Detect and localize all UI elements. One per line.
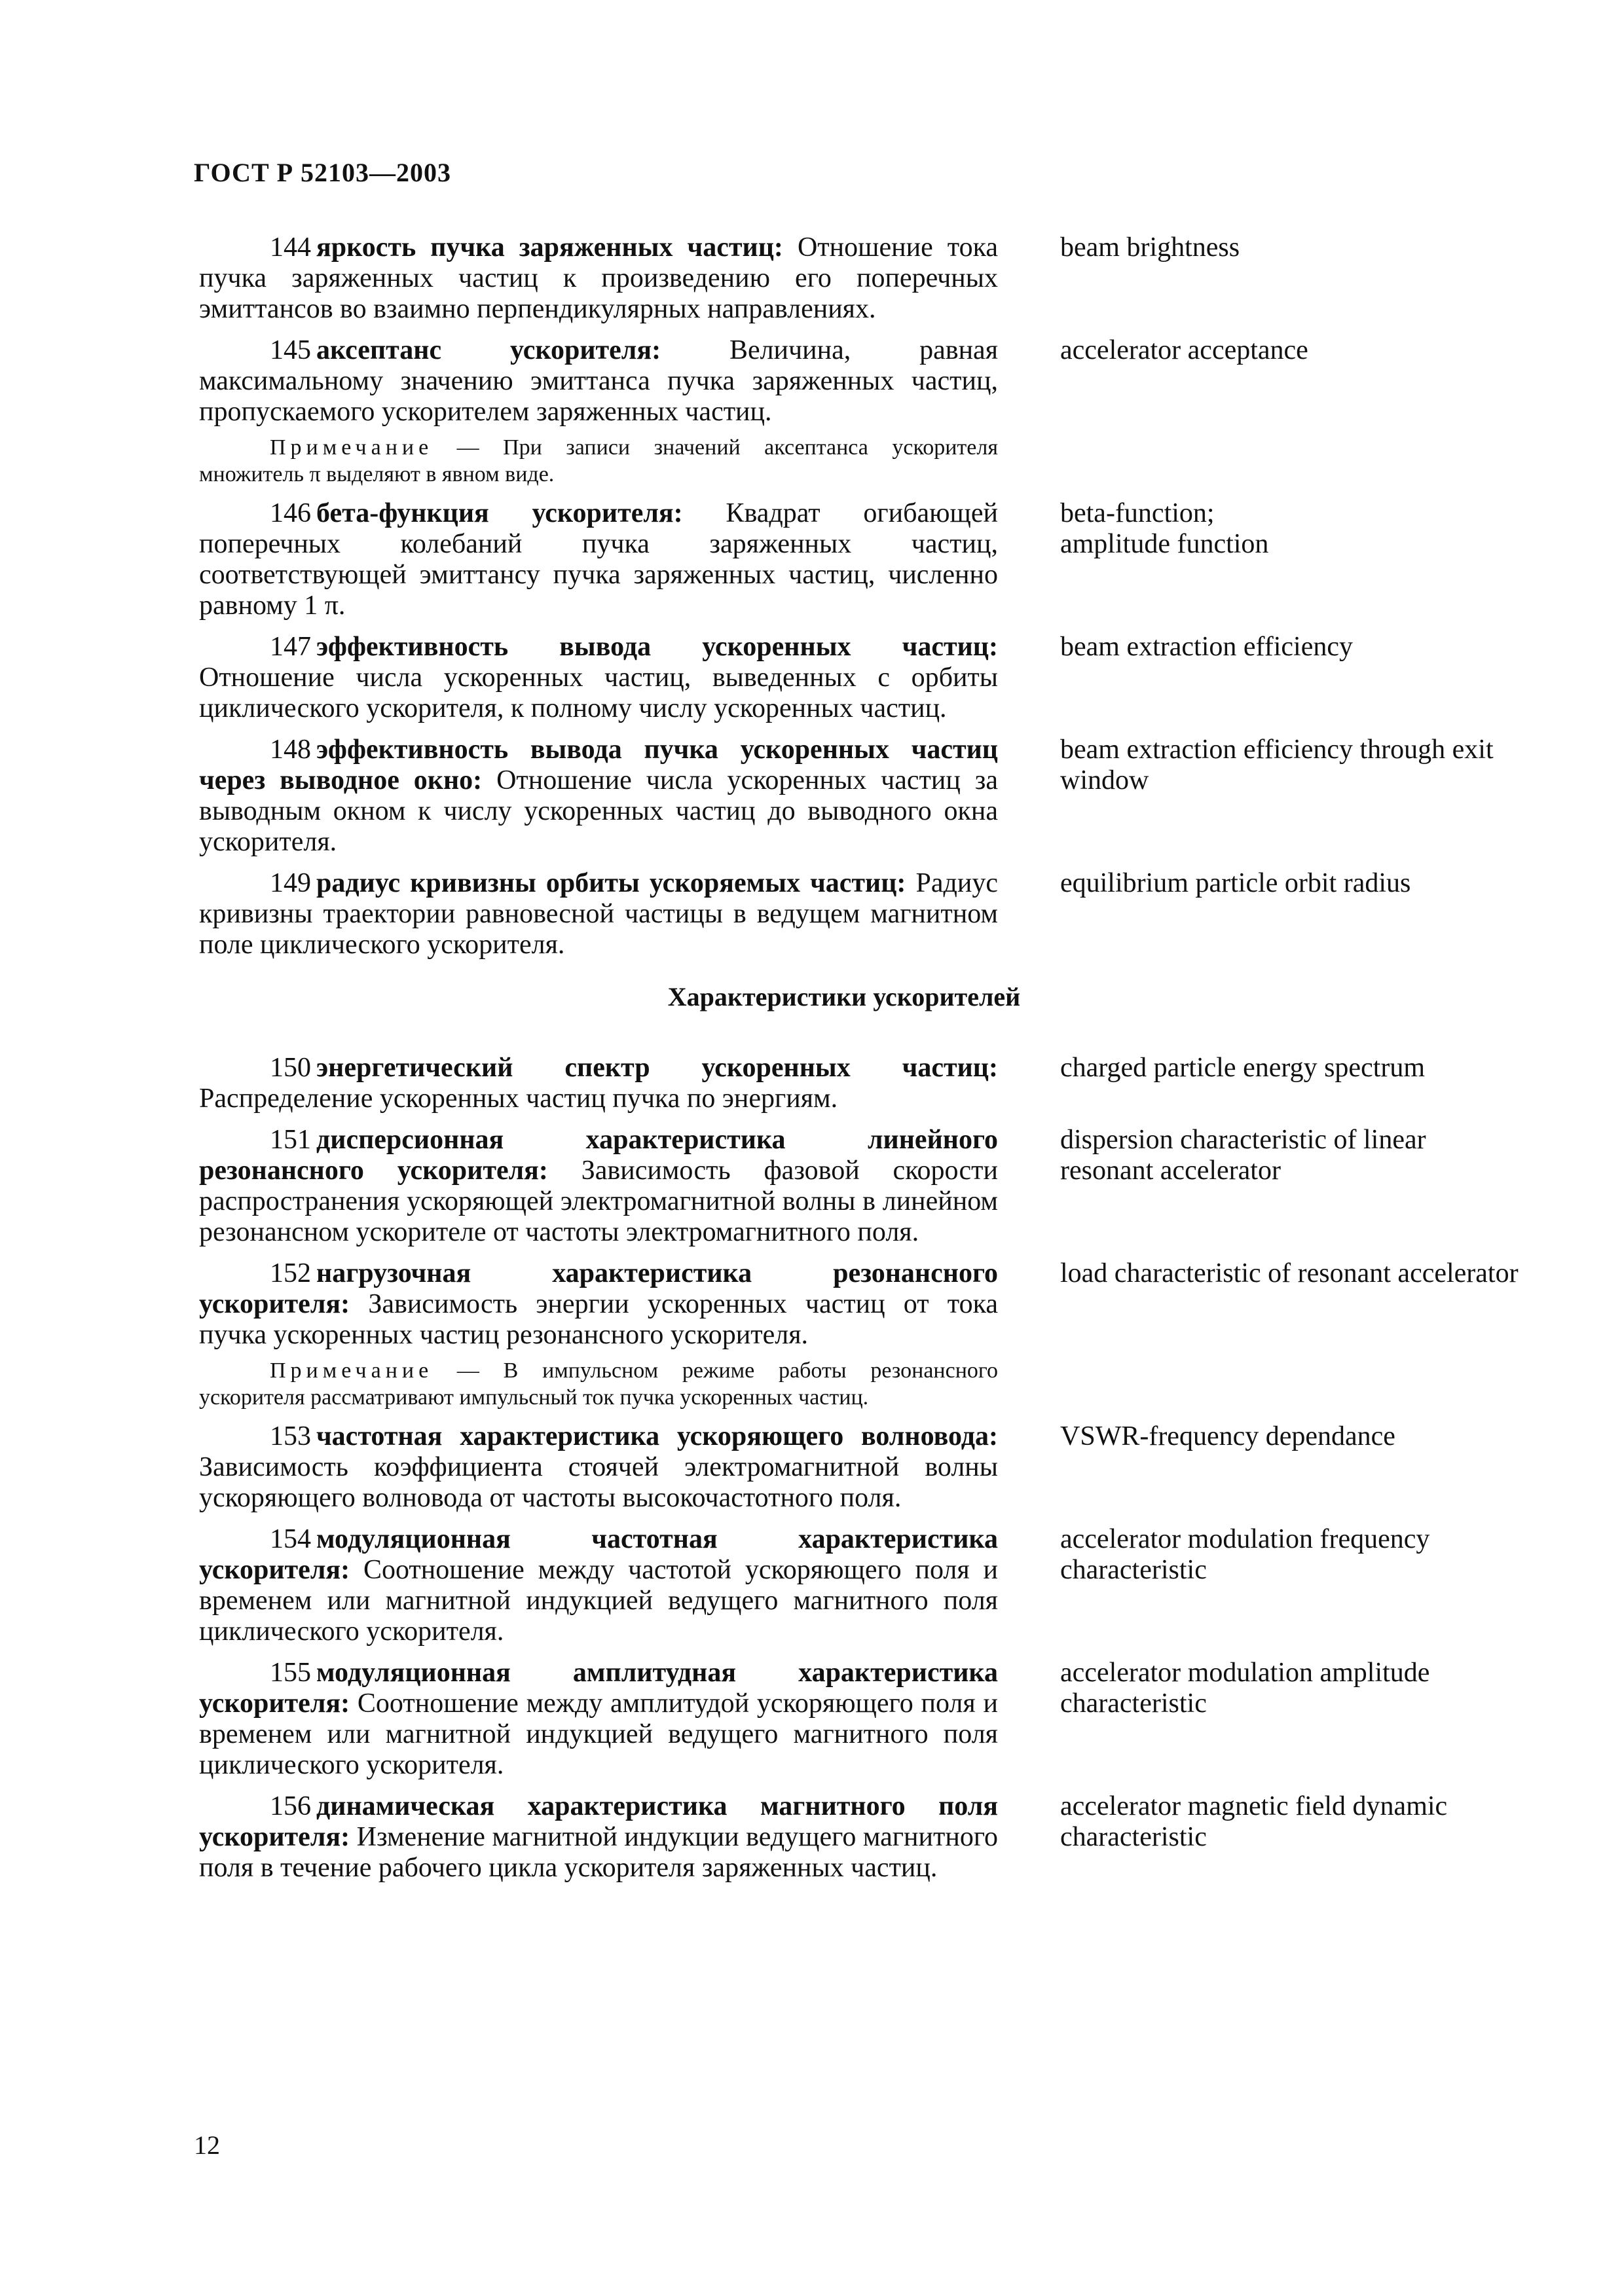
entry-definition: Изменение магнитной индукции ведущего магнитного поля в течение рабочего цикла ускорителя заряженных частиц. (199, 1822, 998, 1883)
entry-definition-block (199, 1524, 998, 1647)
entry-term: модуляционная амплитудная характеристика ускорителя: (199, 1658, 998, 1719)
entry-definition-block (199, 232, 998, 325)
entry-definition-block (199, 735, 998, 858)
entry-term: радиус кривизны орбиты ускоряемых частиц: (316, 868, 906, 898)
entry-number: 151 (270, 1125, 311, 1155)
entry-english-term: equilibrium particle orbit radius (1060, 868, 1411, 898)
entry-english-term: accelerator magnetic field dynamic characteristic (1060, 1791, 1448, 1852)
entry-english-term: charged particle energy spectrum (1060, 1053, 1426, 1083)
entry-definition-block (199, 1053, 998, 1114)
entry-english-term: accelerator modulation frequency characteristic (1060, 1524, 1430, 1585)
entry-english-term: VSWR-frequency dependance (1060, 1421, 1395, 1451)
entry-term: модуляционная частотная характеристика ускорителя: (199, 1524, 998, 1585)
entry-number: 147 (270, 632, 311, 662)
entry-definition: Радиус кривизны траектории равновесной частицы в ведущем магнитном поле циклического ускорителя. (199, 868, 998, 960)
glossary-entry (199, 1658, 1541, 1781)
glossary-entry (199, 1125, 1541, 1248)
glossary-entry (199, 1053, 1541, 1114)
glossary-entry (199, 868, 1541, 960)
glossary-entry (199, 335, 1541, 428)
entry-number: 153 (270, 1421, 311, 1451)
entry-term: энергетический спектр ускоренных частиц: (316, 1053, 998, 1083)
glossary-entry (199, 1791, 1541, 1884)
glossary-entry (199, 1524, 1541, 1647)
entry-definition: Соотношение между частотой ускоряющего поля и временем или магнитной индукцией ведущего магнитного поля циклического ускорителя. (199, 1555, 998, 1647)
entry-definition: Отношение числа ускоренных частиц, выведенных с орбиты циклического ускорителя, к полному числу ускоренных частиц. (199, 663, 998, 723)
entry-english-term: beam extraction efficiency through exit window (1060, 735, 1494, 795)
entry-number: 156 (270, 1791, 311, 1821)
entry-number: 155 (270, 1658, 311, 1688)
page-number: 12 (194, 2130, 220, 2160)
glossary-entry (199, 232, 1541, 325)
entry-definition: Распределение ускоренных частиц пучка по энергиям. (199, 1084, 838, 1114)
note (199, 434, 998, 488)
entry-term: эффективность вывода пучка ускоренных частиц через выводное окно: (199, 735, 998, 795)
note-text: — При записи значений аксептанса ускорителя множитель π выделяют в явном виде. (199, 435, 998, 486)
entry-term: динамическая характеристика магнитного поля ускорителя: (199, 1791, 998, 1852)
entry-definition-block (199, 1421, 998, 1514)
entry-definition-block (199, 1791, 998, 1884)
entry-term: эффективность вывода ускоренных частиц: (316, 632, 998, 662)
note-text: — В импульсном режиме работы резонансного ускорителя рассматривают импульсный ток пучка ускоренных частиц. (199, 1358, 998, 1410)
entry-definition: Зависимость коэффициента стоячей электромагнитной волны ускоряющего волновода от частоты высокочастотного поля. (199, 1452, 998, 1513)
entry-english-term: accelerator modulation amplitude characteristic (1060, 1658, 1430, 1719)
entry-number: 146 (270, 498, 311, 528)
entry-definition-block (199, 335, 998, 428)
entry-english-term: beam brightness (1060, 232, 1240, 263)
entry-definition-block (199, 868, 998, 960)
entry-number: 148 (270, 735, 311, 765)
entry-number: 149 (270, 868, 311, 898)
entry-term: нагрузочная характеристика резонансного ускорителя: (199, 1258, 998, 1319)
note-label: Примечание (270, 1358, 433, 1383)
glossary-entry (199, 1258, 1541, 1351)
entry-english-term: load characteristic of resonant accelerator (1060, 1258, 1519, 1288)
entry-definition: Зависимость фазовой скорости распространения ускоряющей электромагнитной волны в линейном резонансном ускорителе от частоты электромагнитного поля. (199, 1156, 998, 1247)
entry-english-term: beta-function; amplitude function (1060, 498, 1269, 559)
entry-definition: Величина, равная максимальному значению эмиттанса пучка заряженных частиц, пропускаемого ускорителем заряженных частиц. (199, 335, 999, 427)
glossary-entry (199, 498, 1541, 621)
entry-definition: Квадрат огибающей поперечных колебаний пучка заряженных частиц, соответствующей эмиттансу пучка заряженных частиц, численно равному 1 π. (199, 498, 998, 621)
entry-definition-block (199, 1658, 998, 1781)
entry-term: яркость пучка заряженных частиц: (316, 232, 783, 263)
entry-definition: Отношение тока пучка заряженных частиц к произведению его поперечных эмиттансов во взаимно перпендикулярных направлениях. (199, 232, 998, 324)
entry-term: дисперсионная характеристика линейного резонансного ускорителя: (199, 1125, 998, 1186)
glossary-content (199, 232, 1541, 1894)
document-code: ГОСТ Р 52103—2003 (194, 158, 452, 187)
entry-definition-block (199, 632, 998, 724)
entry-definition: Отношение числа ускоренных частиц за выводным окном к числу ускоренных частиц до выводного окна ускорителя. (199, 765, 998, 857)
entry-term: частотная характеристика ускоряющего волновода: (316, 1421, 998, 1451)
entry-number: 150 (270, 1053, 311, 1083)
entry-number: 145 (270, 335, 311, 365)
entry-definition-block (199, 1258, 998, 1351)
entry-definition: Соотношение между амплитудой ускоряющего поля и временем или магнитной индукцией ведущего магнитного поля циклического ускорителя. (199, 1688, 998, 1780)
section-heading: Характеристики ускорителей (667, 982, 1021, 1011)
note-label: Примечание (270, 435, 433, 460)
entry-definition: Зависимость энергии ускоренных частиц от тока пучка ускоренных частиц резонансного ускорителя. (199, 1289, 998, 1350)
glossary-entry (199, 1421, 1541, 1514)
entry-term: аксептанс ускорителя: (316, 335, 661, 365)
entry-definition-block (199, 498, 998, 621)
entry-definition-block (199, 1125, 998, 1248)
note (199, 1357, 998, 1411)
entry-english-term: dispersion characteristic of linear resonant accelerator (1060, 1125, 1426, 1186)
glossary-entry (199, 632, 1541, 724)
entry-number: 152 (270, 1258, 311, 1288)
entry-english-term: accelerator acceptance (1060, 335, 1308, 365)
entry-number: 144 (270, 232, 311, 263)
entry-term: бета-функция ускорителя: (316, 498, 683, 528)
entry-number: 154 (270, 1524, 311, 1554)
glossary-entry (199, 735, 1541, 858)
entry-english-term: beam extraction efficiency (1060, 632, 1353, 662)
